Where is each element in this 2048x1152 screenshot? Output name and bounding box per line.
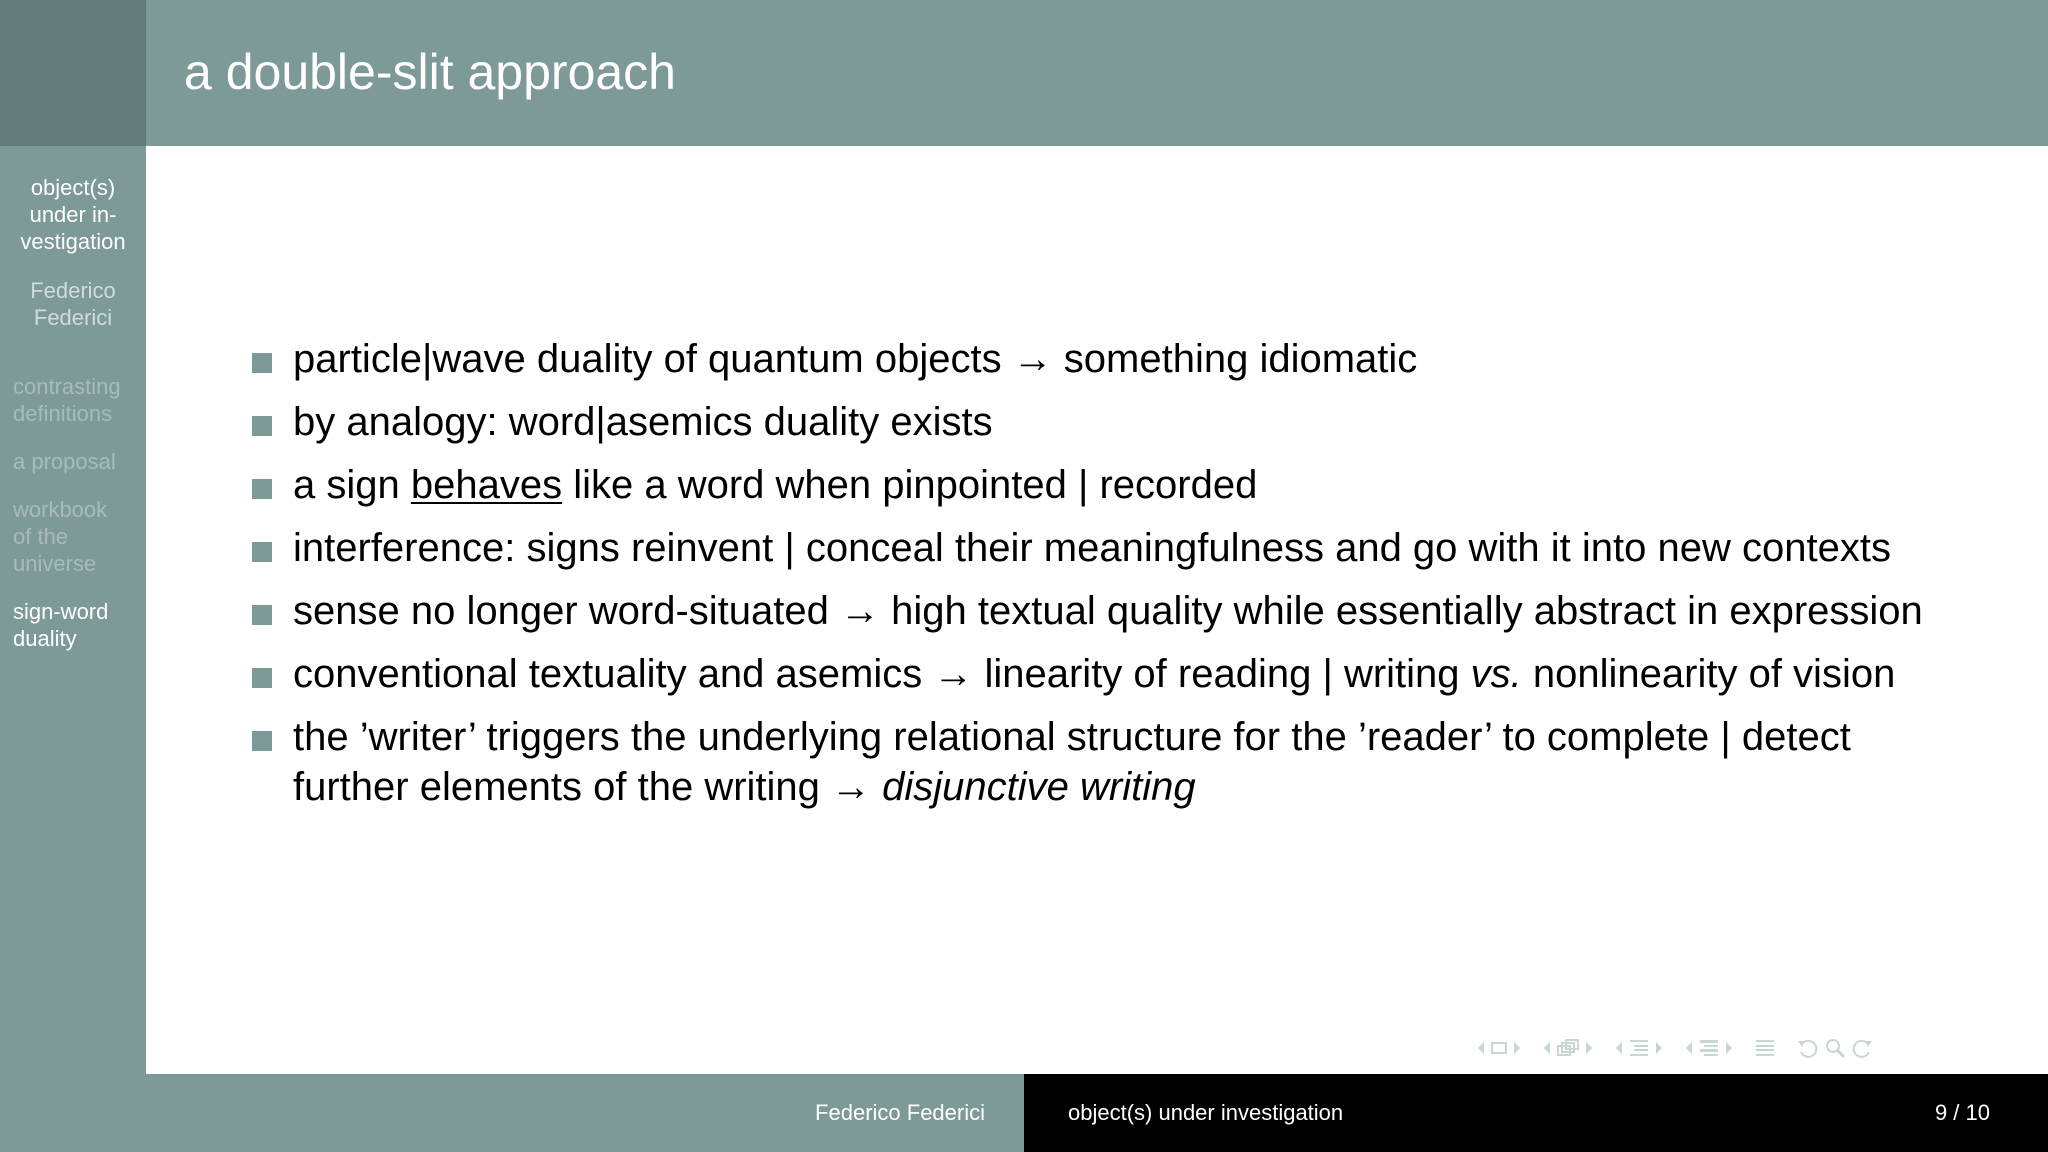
sidebar-author — [0, 277, 146, 331]
bullet-text: by analogy: word — [293, 400, 596, 444]
bullet-square-icon — [252, 605, 272, 625]
sidebar-item-a-proposal[interactable] — [13, 448, 143, 475]
page-number: 9 / 10 — [1934, 1100, 1990, 1125]
bullet-item — [250, 397, 1970, 447]
bullet-text: high textual quality while essentially abstract in expression — [880, 589, 1923, 633]
frame-icon[interactable] — [1490, 1041, 1508, 1055]
sidebar-item-line: definitions — [13, 401, 113, 426]
bullet-text — [871, 765, 882, 809]
italic-term: disjunctive writing — [882, 765, 1196, 809]
bullet-text: like a word when pinpointed | recorded — [562, 463, 1258, 507]
underlined-word: behaves — [410, 463, 563, 507]
bullet-square-icon — [252, 479, 272, 499]
subsection-nav — [1542, 1039, 1594, 1057]
bullet-square-icon — [252, 731, 272, 751]
bullet-text: linearity of reading | writing — [973, 652, 1471, 696]
sidebar-author-line: Federico — [30, 278, 116, 303]
bullet-text: sense no longer word-situated — [293, 589, 840, 633]
section-icon[interactable] — [1628, 1039, 1650, 1057]
sidebar — [0, 0, 146, 1074]
italic-vs: vs. — [1470, 652, 1522, 696]
doc-nav — [1684, 1039, 1734, 1057]
subsection-prev-icon[interactable] — [1542, 1041, 1552, 1055]
frame-prev-icon[interactable] — [1476, 1041, 1486, 1055]
bullet-text: nonlinearity of vision — [1521, 652, 1896, 696]
doc-next-icon[interactable] — [1724, 1041, 1734, 1055]
frame-header — [146, 0, 2048, 146]
sidebar-item-workbook-of-the-universe[interactable] — [13, 496, 143, 577]
bullet-text: asemics duality exists — [605, 400, 993, 444]
forward-icon[interactable] — [1850, 1038, 1874, 1058]
frame-nav — [1476, 1041, 1522, 1055]
search-icon[interactable] — [1824, 1038, 1846, 1058]
back-icon[interactable] — [1796, 1038, 1820, 1058]
bullet-text: wave duality of quantum objects — [432, 337, 1013, 381]
sidebar-logo-area — [0, 0, 146, 146]
bullet-item — [250, 523, 1970, 573]
history-nav — [1796, 1038, 1874, 1058]
sidebar-title-line: object(s) — [30, 175, 116, 200]
sidebar-title-line: vestigation — [20, 229, 126, 254]
sidebar-author-line: Federici — [33, 305, 113, 330]
bullet-text: something idiomatic — [1052, 337, 1418, 381]
bullet-item — [250, 649, 1970, 699]
bullet-text: further elements of the writing — [293, 765, 832, 809]
sidebar-item-line: a proposal — [13, 449, 116, 474]
bullet-list — [250, 334, 1970, 825]
sidebar-item-line: duality — [13, 626, 77, 651]
separator-bar: | — [595, 400, 606, 444]
arrow-symbol: → — [831, 765, 872, 809]
sidebar-item-line: contrasting — [13, 374, 121, 399]
footer-author: Federico Federici — [815, 1100, 985, 1125]
sidebar-item-line: sign-word — [13, 599, 109, 624]
arrow-symbol: → — [840, 589, 880, 633]
sidebar-item-line: of the — [13, 524, 69, 549]
separator-bar: | — [421, 337, 433, 381]
footer-title: object(s) under investigation — [1068, 1100, 1344, 1125]
toc-nav — [1754, 1039, 1776, 1057]
frame-title: a double-slit approach — [184, 44, 676, 100]
navigation-controls — [1476, 1036, 1874, 1060]
subsection-icon[interactable] — [1556, 1039, 1580, 1057]
section-prev-icon[interactable] — [1614, 1041, 1624, 1055]
sidebar-presentation-title[interactable] — [0, 174, 146, 255]
bullet-item — [250, 334, 1970, 384]
sidebar-sections — [13, 373, 143, 673]
toc-icon[interactable] — [1754, 1039, 1776, 1057]
bullet-square-icon — [252, 353, 272, 373]
bullet-item — [250, 460, 1970, 510]
doc-icon[interactable] — [1698, 1039, 1720, 1057]
section-next-icon[interactable] — [1654, 1041, 1664, 1055]
bullet-square-icon — [252, 542, 272, 562]
bullet-text: a sign — [293, 463, 411, 507]
arrow-symbol: → — [1012, 337, 1053, 381]
sidebar-item-contrasting-definitions[interactable] — [13, 373, 143, 427]
section-nav — [1614, 1039, 1664, 1057]
bullet-text: particle — [293, 337, 422, 381]
sidebar-item-sign-word-duality[interactable] — [13, 598, 143, 652]
frame-next-icon[interactable] — [1512, 1041, 1522, 1055]
bullet-text: the ’writer’ triggers the underlying relational structure for the ’reader’ to complete | detect — [293, 715, 1851, 759]
bullet-text: interference: signs reinvent | conceal their meaningfulness and go with it into new contexts — [293, 526, 1891, 570]
bullet-square-icon — [252, 416, 272, 436]
bullet-item — [250, 586, 1970, 636]
subsection-next-icon[interactable] — [1584, 1041, 1594, 1055]
sidebar-item-line: workbook — [13, 497, 108, 522]
sidebar-title-line: under in- — [29, 202, 117, 227]
arrow-symbol: → — [933, 652, 974, 696]
doc-prev-icon[interactable] — [1684, 1041, 1694, 1055]
sidebar-item-line: universe — [13, 551, 97, 576]
footer-author-bar — [0, 1074, 1024, 1152]
footer-title-bar — [1024, 1074, 2048, 1152]
bullet-square-icon — [252, 668, 272, 688]
bullet-text: conventional textuality and asemics — [293, 652, 934, 696]
bullet-item — [250, 712, 1970, 812]
